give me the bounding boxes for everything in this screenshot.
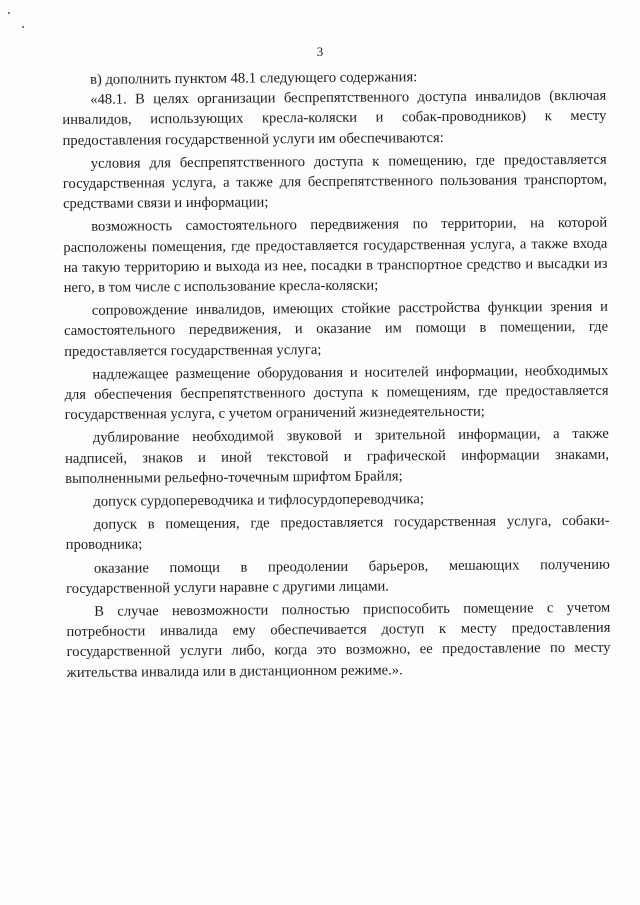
document-body: [62, 66, 611, 683]
paragraph-barriers: оказание помощи в преодолении барьеров, мешающих получению государственной услуги наравне с другими лицами.: [66, 556, 610, 597]
paragraph-movement: возможность самостоятельного передвижения по территории, на которой расположены помещения, где предоставляется государственная услуга, а также входа на такую территорию и выхода из нее, посадки в транспортное средство и высадки из него, в том числе с использование кресла-коляски;: [63, 215, 608, 297]
paragraph-guide-dog: допуск в помещения, где предоставляется государственная услуга, собаки-проводника;: [65, 512, 610, 554]
paragraph-access-conditions: условия для беспрепятственного доступа к помещению, где предоставляется государственная услуга, а также для беспрепятственного пользования транспортом, средствами связи и информации;: [62, 151, 607, 213]
scan-mark: [8, 12, 10, 14]
paragraph-interpreter: допуск сурдопереводчика и тифлосурдопереводчика;: [93, 491, 424, 510]
paragraph-intro: в) дополнить пунктом 48.1 следующего содержания:: [90, 69, 418, 88]
page-number: 3: [316, 44, 324, 59]
paragraph-equipment: надлежащее размещение оборудования и носителей информации, необходимых для обеспечения беспрепятственного доступа к помещениям, где предоставляется государственная услуга, с учетом ограничений жизнедеятельности;: [64, 362, 609, 424]
paragraph-48-1: «48.1. В целях организации беспрепятственного доступа инвалидов (включая инвалидов, использующих кресла-коляски и собак-проводников) к месту предоставления государственной услуги им обеспечиваются:: [62, 87, 607, 149]
scan-mark: [22, 26, 24, 28]
paragraph-remote-service: В случае невозможности полностью приспособить помещение с учетом потребности инвалида ему обеспечивается доступ к месту предоставления государственной услуги либо, когда это возможно, ее предоставление по месту жительства инвалида или в дистанционном режиме.».: [66, 599, 611, 681]
paragraph-braille: дублирование необходимой звуковой и зрительной информации, а также надписей, знаков и иной текстовой и графической информации знаками, выполненными рельефно-точечным шрифтом Брайля;: [64, 426, 610, 487]
paragraph-escort: сопровождение инвалидов, имеющих стойкие расстройства функции зрения и самостоятельного передвижения, и оказание им помощи в помещении, где предоставляется государственная услуга;: [63, 298, 609, 360]
